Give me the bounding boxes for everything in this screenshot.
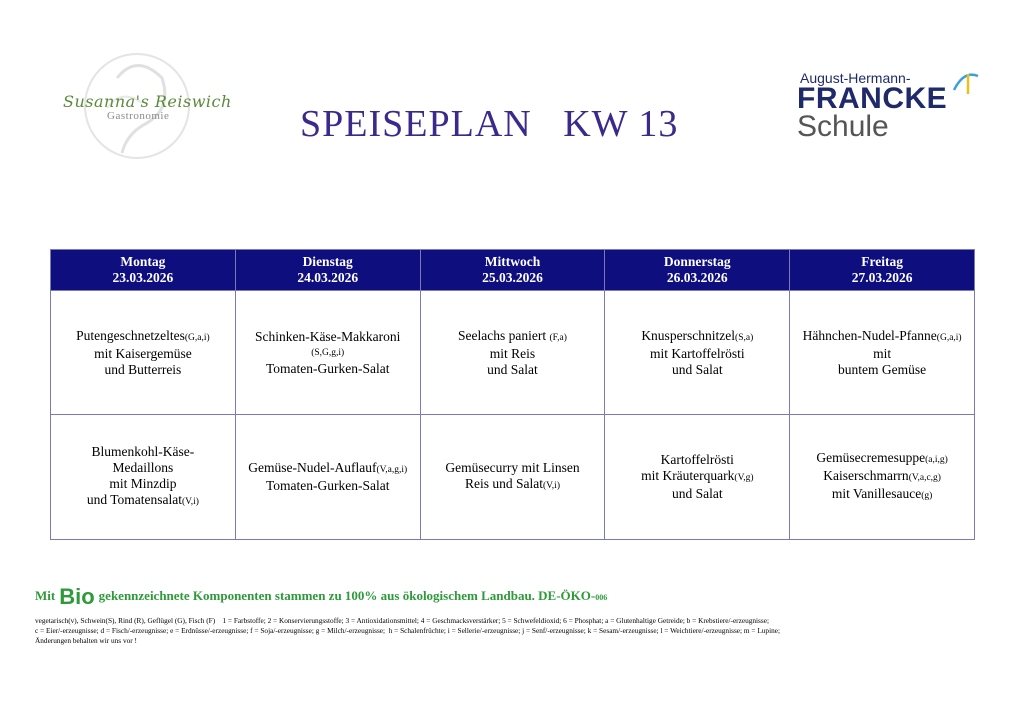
day-header: Freitag 27.03.2026 bbox=[790, 250, 975, 291]
meal-cell: Hähnchen-Nudel-Pfanne(G,a,i) mit buntem Gemüse bbox=[790, 291, 975, 415]
bio-notice: Mit Bio gekennzeichnete Komponenten stammen zu 100% aus ökologischem Landbau. DE-ÖKO-006 bbox=[35, 584, 608, 609]
meal-cell: Schinken-Käse-Makkaroni (S,G,g,i) Tomaten-Gurken-Salat bbox=[235, 291, 420, 415]
meal-row-1 bbox=[51, 291, 975, 415]
meal-cell: Gemüsecremesuppe(a,i,g) Kaiserschmarrn(V,a,c,g) mit Vanillesauce(g) bbox=[790, 415, 975, 540]
school-logo-top: August-Hermann- bbox=[800, 70, 911, 86]
caterer-subtitle: Gastronomie bbox=[107, 110, 170, 122]
meal-cell: Gemüsecurry mit Linsen Reis und Salat(V,i) bbox=[420, 415, 605, 540]
meal-cell: Gemüse-Nudel-Auflauf(V,a,g,i) Tomaten-Gurken-Salat bbox=[235, 415, 420, 540]
caterer-name: Susanna's Reiswich bbox=[63, 92, 232, 111]
legend-line: vegetarisch(v), Schwein(S), Rind (R), Geflügel (G), Fisch (F) 1 = Farbstoffe; 2 = Konservierungsstoffe; 3 = Antioxidationsmittel; 4 = Geschmacksverstärker; 5 = Schwefeldioxid; 6 = Phosphat; a = Glutenhaltige Getreide; b = Krebstiere/-erzeugnisse; bbox=[35, 616, 770, 625]
legend-line: Änderungen behalten wir uns vor ! bbox=[35, 636, 137, 645]
meal-cell: Blumenkohl-Käse- Medaillons mit Minzdip und Tomatensalat(V,i) bbox=[51, 415, 236, 540]
day-header: Donnerstag 26.03.2026 bbox=[605, 250, 790, 291]
allergen-legend bbox=[35, 616, 985, 646]
legend-line: c = Eier/-erzeugnisse; d = Fisch/-erzeugnisse; e = Erdnüsse/-erzeugnisse; f = Soja/-erzeugnisse; g = Milch/-erzeugnisse; h = Schalenfrüchte; i = Sellerie/-erzeugnisse; j = Senf/-erzeugnisse; k = Sesam/-erzeugnisse; l = Weichtiere/-erzeugnisse; m = Lupine; bbox=[35, 626, 781, 635]
day-header: Mittwoch 25.03.2026 bbox=[420, 250, 605, 291]
school-logo-brand: FRANCKE bbox=[797, 82, 948, 115]
bio-logo-icon: Bio bbox=[59, 584, 95, 609]
school-logo-school: Schule bbox=[797, 110, 889, 143]
meal-cell: Putengeschnetzeltes(G,a,i) mit Kaisergemüse und Butterreis bbox=[51, 291, 236, 415]
meal-cell: Kartoffelrösti mit Kräuterquark(V,g) und Salat bbox=[605, 415, 790, 540]
caterer-logo bbox=[55, 48, 232, 163]
sun-mark-icon bbox=[950, 68, 980, 98]
meal-cell: Knusperschnitzel(S,a) mit Kartoffelrösti und Salat bbox=[605, 291, 790, 415]
day-header: Dienstag 24.03.2026 bbox=[235, 250, 420, 291]
page-title: SPEISEPLAN KW 13 bbox=[300, 103, 679, 145]
meal-cell: Seelachs paniert (F,a) mit Reis und Salat bbox=[420, 291, 605, 415]
menu-table bbox=[50, 249, 975, 540]
day-header: Montag 23.03.2026 bbox=[51, 250, 236, 291]
meal-row-2 bbox=[51, 415, 975, 540]
school-logo bbox=[795, 70, 995, 150]
header-row bbox=[51, 250, 975, 291]
